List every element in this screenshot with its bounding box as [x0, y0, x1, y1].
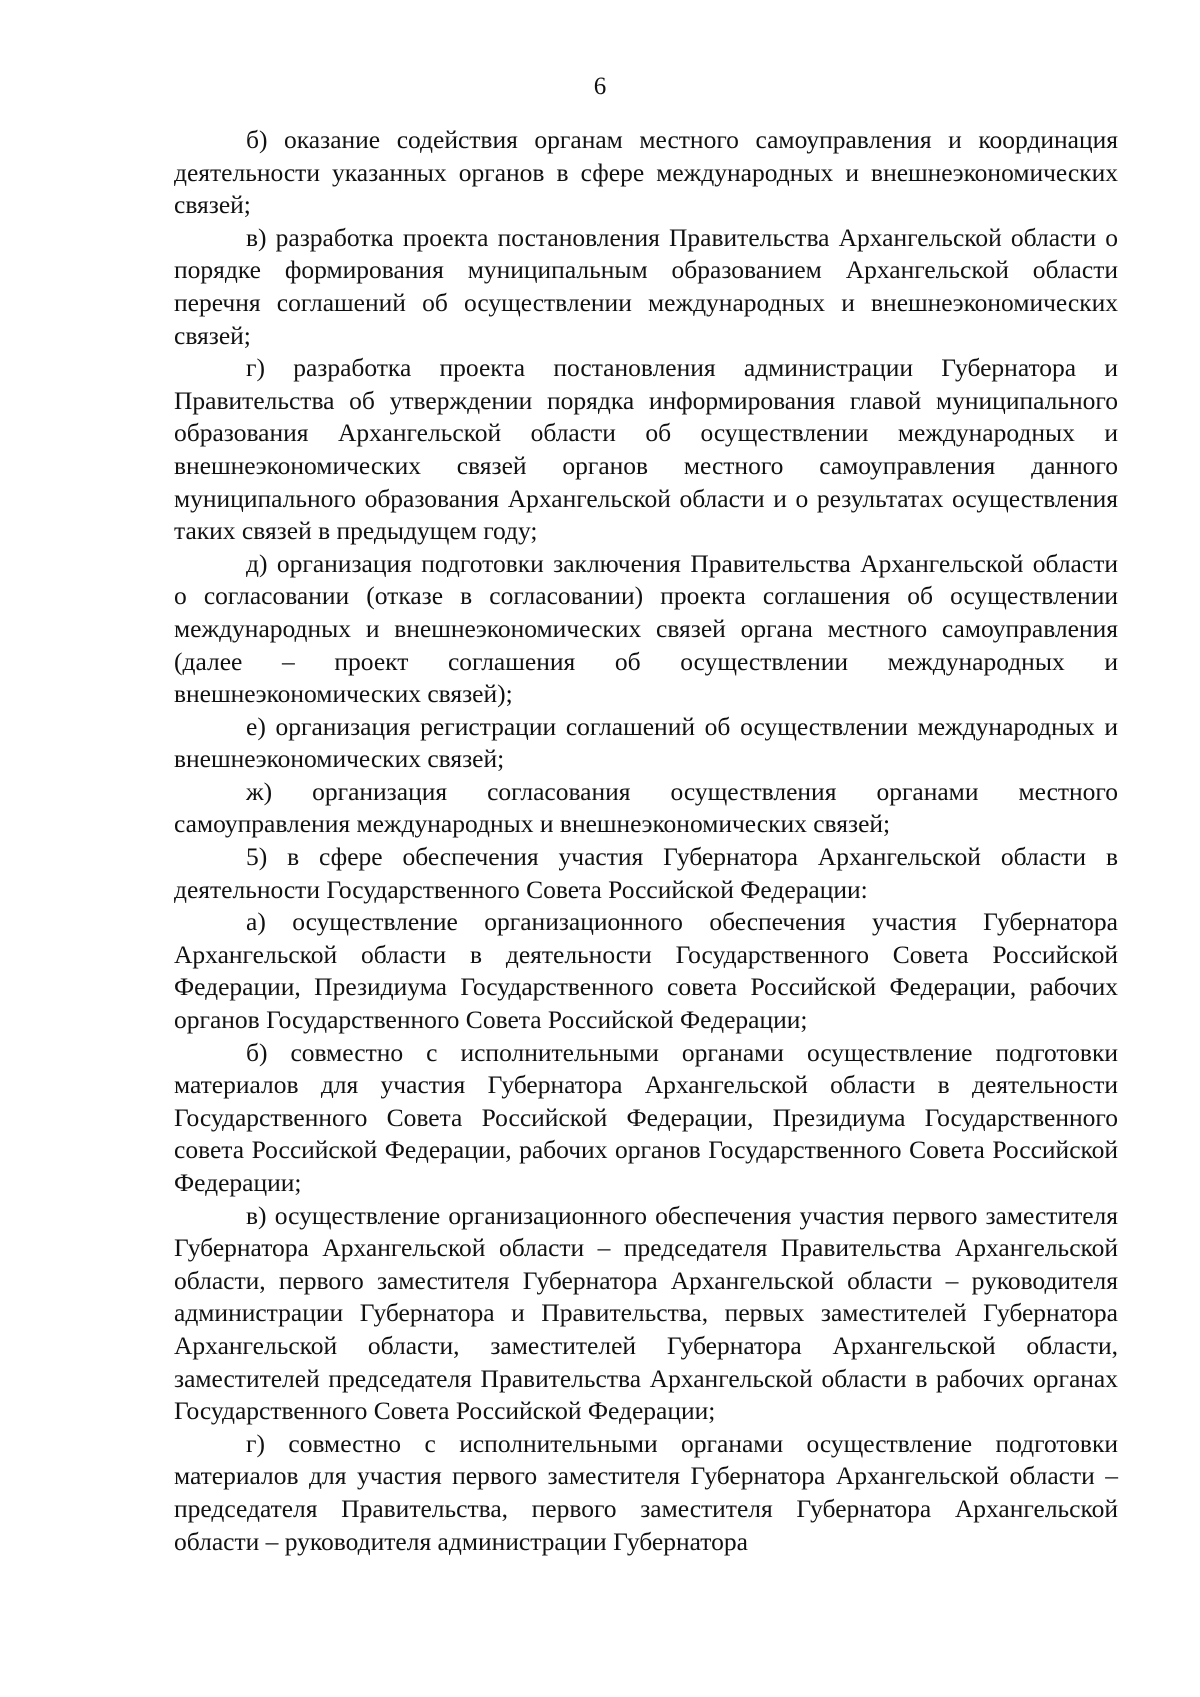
paragraph-zh-coordination: ж) организация согласования осуществления органами местного самоуправления международных и внешнеэкономических связей; [174, 776, 1118, 839]
paragraph-g-informing-procedure: г) разработка проекта постановления администрации Губернатора и Правительства об утверждении порядка информирования главой муниципального образования Архангельской области об осуществлении международных и внешнеэкономических связей органов местного самоуправления данного муниципального образования Архангельской области и о результатах осуществления таких связей в предыдущем году; [174, 353, 1118, 546]
paragraph-g-materials-deputies: г) совместно с исполнительными органами осуществление подготовки материалов для участия первого заместителя Губернатора Архангельской области – председателя Правительства, первого заместителя Губернатора Архангельской области – руководителя администрации Губернатора [174, 1428, 1118, 1556]
paragraph-a-organizational-support: а) осуществление организационного обеспечения участия Губернатора Архангельской области в деятельности Государственного Совета Российской Федерации, Президиума Государственного совета Российской Федерации, рабочих органов Государственного Совета Российской Федерации; [174, 907, 1118, 1035]
paragraph-d-agreement-approval: д) организация подготовки заключения Правительства Архангельской области о согласовании (отказе в согласовании) проекта соглашения об осуществлении международных и внешнеэкономических связей органа местного самоуправления (далее – проект соглашения об осуществлении международных и внешнеэкономических связей); [174, 548, 1118, 709]
paragraph-5-state-council: 5) в сфере обеспечения участия Губернатора Архангельской области в деятельности Государственного Совета Российской Федерации: [174, 842, 1118, 904]
paragraph-b-local-self-government: б) оказание содействия органам местного самоуправления и координация деятельности указанных органов в сфере международных и внешнеэкономических связей; [174, 125, 1118, 220]
paragraph-v-deputies-support: в) осуществление организационного обеспечения участия первого заместителя Губернатора Архангельской области – председателя Правительства Архангельской области, первого заместителя Губернатора Архангельской области – руководителя администрации Губернатора и Правительства, первых заместителей Губернатора Архангельской области, заместителей Губернатора Архангельской области, заместителей председателя Правительства Архангельской области в рабочих органах Государственного Совета Российской Федерации; [174, 1200, 1118, 1426]
page-number: 6 [593, 73, 607, 100]
paragraph-v-agreements-list: в) разработка проекта постановления Правительства Архангельской области о порядке формирования муниципальным образованием Архангельской области перечня соглашений об осуществлении международных и внешнеэкономических связей; [174, 222, 1118, 350]
paragraph-b-materials-governor: б) совместно с исполнительными органами осуществление подготовки материалов для участия Губернатора Архангельской области в деятельности Государственного Совета Российской Федерации, Президиума Государственного совета Российской Федерации, рабочих органов Государственного Совета Российской Федерации; [174, 1037, 1118, 1197]
paragraph-e-agreement-registration: е) организация регистрации соглашений об осуществлении международных и внешнеэкономических связей; [174, 711, 1118, 774]
document-body [174, 124, 1118, 1558]
